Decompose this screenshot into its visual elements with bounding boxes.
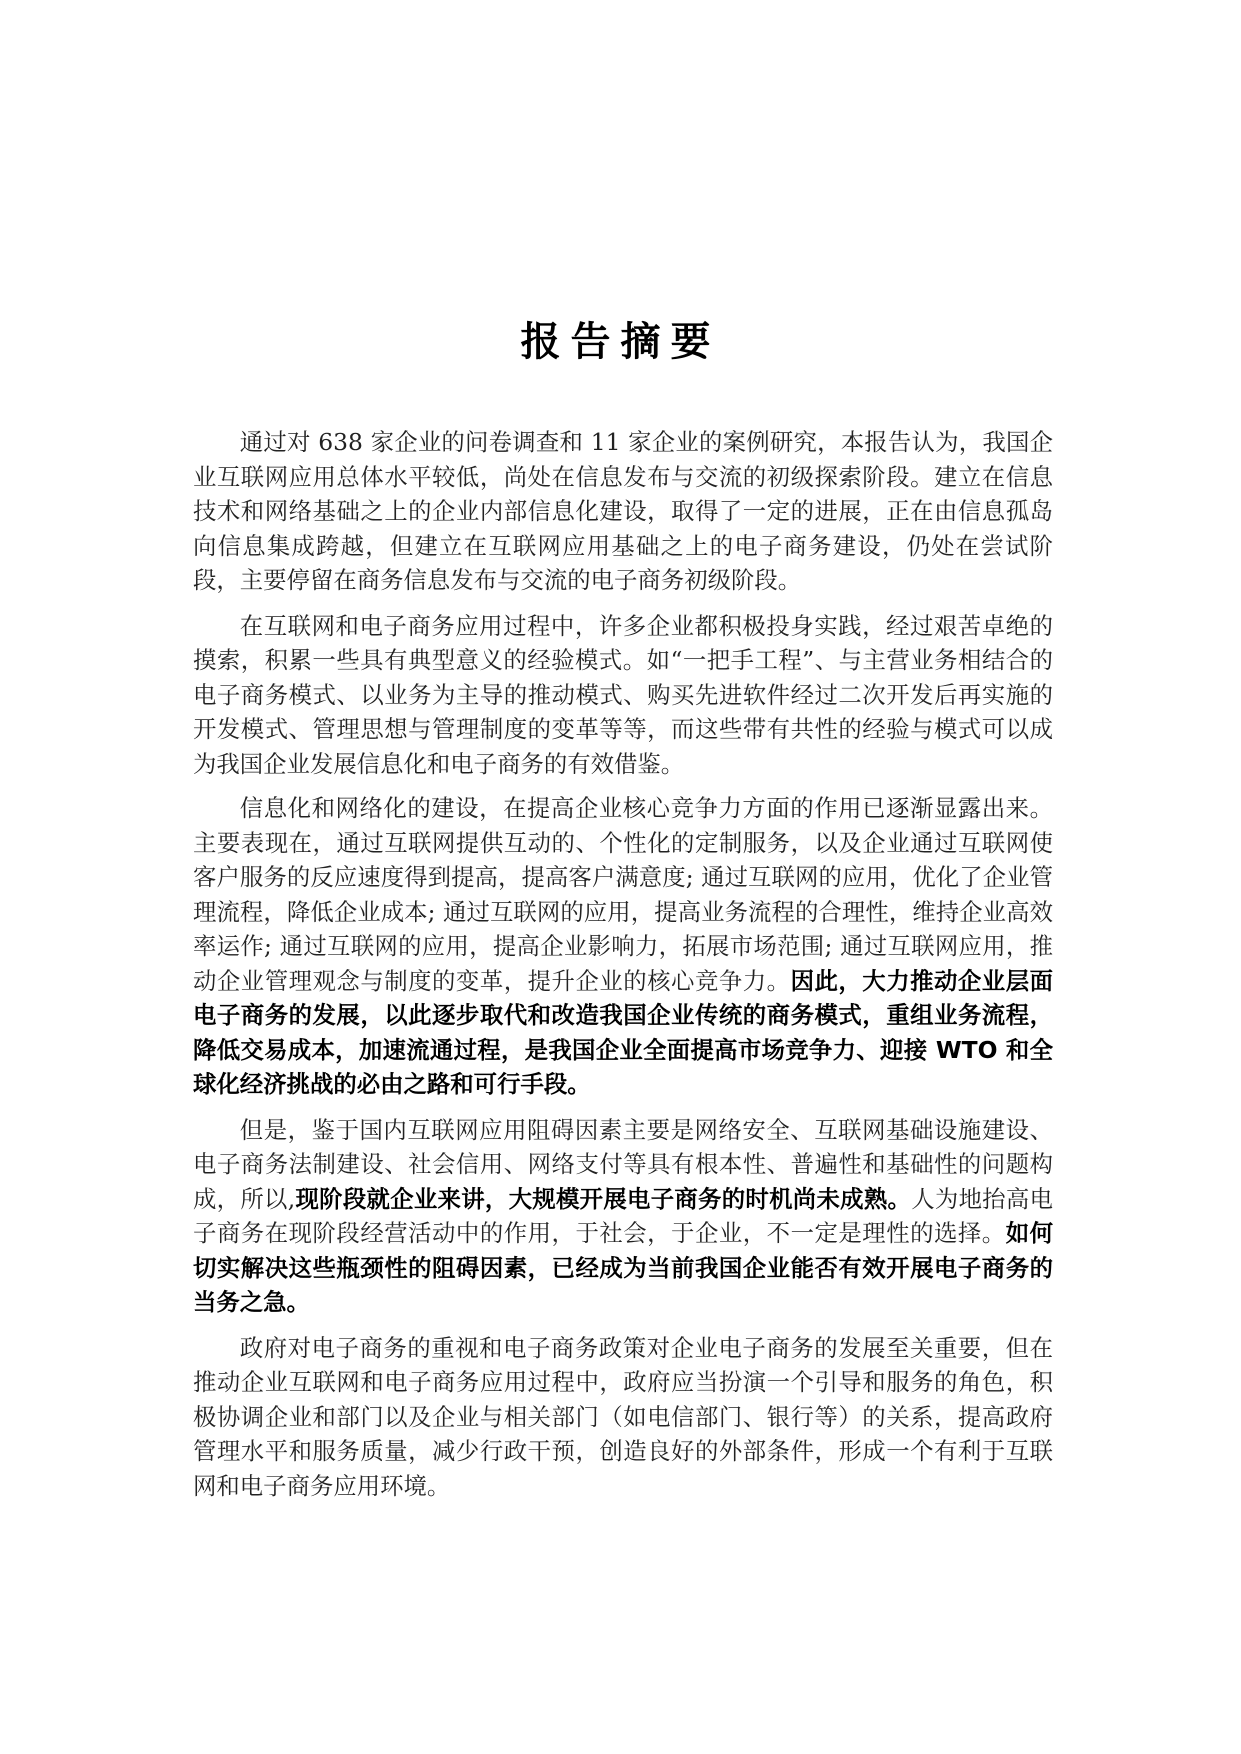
- paragraph-4-text-1: 但是，鉴于国内互联网应用阻碍因素主要是网络安全、互联网基础设施建设、电子商务法制建设、社会信用、网络支付等具有根本性、普遍性和基础性的问题构成，所以,: [193, 1115, 1053, 1213]
- summary-body: [193, 425, 1053, 1514]
- paragraph-3-text: 信息化和网络化的建设，在提高企业核心竞争力方面的作用已逐渐显露出来。主要表现在，通过互联网提供互动的、个性化的定制服务，以及企业通过互联网使客户服务的反应速度得到提高，提高客户满意度; 通过互联网的应用，优化了企业管理流程，降低企业成本; 通过互联网的应用，提高业务流程的合理性，维持企业高效率运作; 通过互联网的应用，提高企业影响力，拓展市场范围; 通过互联网应用，推动企业管理观念与制度的变革，提升企业的核心竞争力。: [193, 794, 1053, 995]
- paragraph-3: [193, 791, 1053, 1102]
- paragraph-3-emphasis: 因此，大力推动企业层面电子商务的发展，以此逐步取代和改造我国企业传统的商务模式，重组业务流程，降低交易成本，加速流通过程，是我国企业全面提高市场竞争力、迎接 WTO 和全球化经济挑战的必由之路和可行手段。: [193, 966, 1053, 1098]
- page-title: 报告摘要: [520, 318, 721, 365]
- paragraph-4-text-2: 人为地抬高电子商务在现阶段经营活动中的作用，于社会，于企业，不一定是理性的选择。: [193, 1184, 1054, 1247]
- paragraph-4: [193, 1113, 1053, 1320]
- paragraph-4-emphasis-2: 如何切实解决这些瓶颈性的阻碍因素，已经成为当前我国企业能否有效开展电子商务的当务之急。: [193, 1219, 1053, 1316]
- paragraph-5: 政府对电子商务的重视和电子商务政策对企业电子商务的发展至关重要，但在推动企业互联网和电子商务应用过程中，政府应当扮演一个引导和服务的角色，积极协调企业和部门以及企业与相关部门（如电信部门、银行等）的关系，提高政府管理水平和服务质量，减少行政干预，创造良好的外部条件，形成一个有利于互联网和电子商务应用环境。: [193, 1333, 1053, 1500]
- paragraph-1: 通过对 638 家企业的问卷调查和 11 家企业的案例研究，本报告认为，我国企业互联网应用总体水平较低，尚处在信息发布与交流的初级探索阶段。建立在信息技术和网络基础之上的企业内部信息化建设，取得了一定的进展，正在由信息孤岛向信息集成跨越，但建立在互联网应用基础之上的电子商务建设，仍处在尝试阶段，主要停留在商务信息发布与交流的电子商务初级阶段。: [193, 428, 1053, 594]
- paragraph-4-emphasis-1: 现阶段就企业来讲，大规模开展电子商务的时机尚未成熟。: [295, 1184, 912, 1213]
- paragraph-2: 在互联网和电子商务应用过程中，许多企业都积极投身实践，经过艰苦卓绝的摸索，积累一些具有典型意义的经验模式。如“一把手工程”、与主营业务相结合的电子商务模式、以业务为主导的推动模式、购买先进软件经过二次开发后再实施的开发模式、管理思想与管理制度的变革等等，而这些带有共性的经验与模式可以成为我国企业发展信息化和电子商务的有效借鉴。: [193, 611, 1053, 778]
